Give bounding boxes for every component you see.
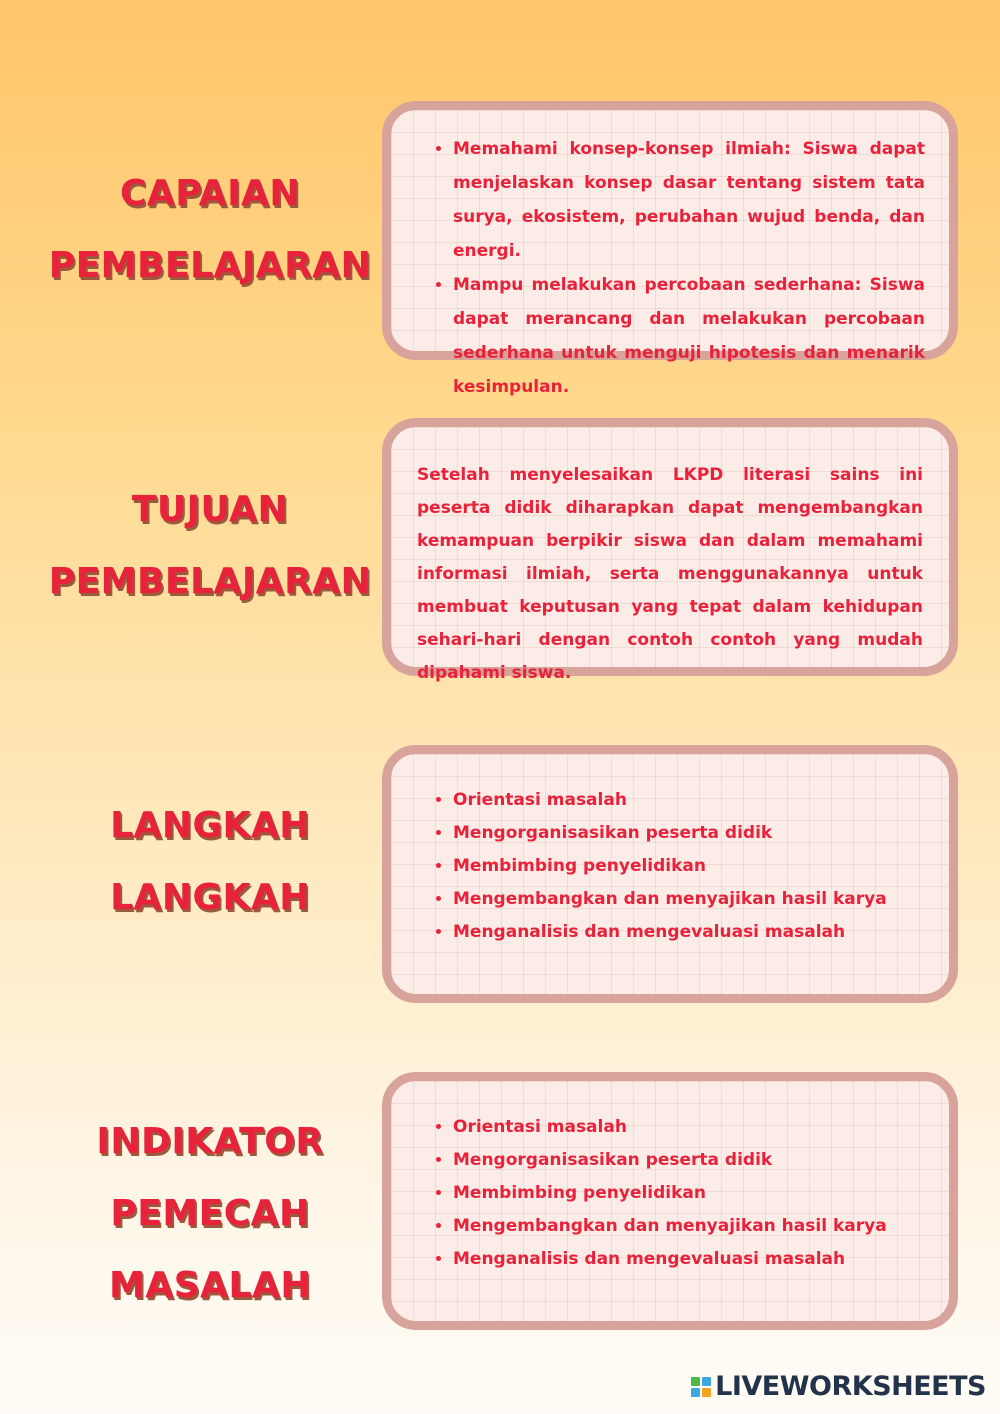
list-item: • Mengembangkan dan menyajikan hasil karya [453, 883, 949, 916]
card-tujuan [382, 418, 958, 683]
list-item: • Mengorganisasikan peserta didik [453, 817, 949, 850]
indikator-list [391, 1111, 949, 1276]
list-item: • Orientasi masalah [453, 784, 949, 817]
langkah-list [391, 784, 949, 949]
list-item: • Mengembangkan dan menyajikan hasil karya [453, 1210, 949, 1243]
title-line: CAPAIAN [119, 173, 301, 214]
title-line: PEMBELAJARAN [48, 561, 372, 602]
section-title-langkah [40, 790, 380, 934]
list-item: • Menganalisis dan mengevaluasi masalah [453, 916, 949, 949]
card-indikator [382, 1072, 958, 1330]
title-line: INDIKATOR [96, 1121, 324, 1162]
title-line: PEMBELAJARAN [48, 245, 372, 286]
title-line: LANGKAH [110, 805, 310, 846]
card-langkah [382, 745, 958, 1003]
list-item: • Membimbing penyelidikan [453, 1177, 949, 1210]
title-line: MASALAH [109, 1265, 311, 1306]
list-item: • Membimbing penyelidikan [453, 850, 949, 883]
section-title-tujuan [40, 474, 380, 618]
liveworksheets-watermark [691, 1371, 986, 1402]
title-line: TUJUAN [131, 489, 289, 530]
tujuan-paragraph: Setelah menyelesaikan LKPD literasi sains ini peserta didik diharapkan dapat mengembangkan kemampuan berpikir siswa dan dalam memahami informasi ilmiah, serta menggunakannya untuk membuat keputusan yang tepat dalam kehidupan sehari-hari dengan contoh contoh yang mudah dipahami siswa. [417, 465, 923, 683]
section-title-indikator [40, 1106, 380, 1322]
watermark-text: LIVEWORKSHEETS [715, 1371, 986, 1402]
title-line: LANGKAH [110, 877, 310, 918]
card-capaian [382, 101, 958, 397]
title-line: PEMECAH [110, 1193, 310, 1234]
list-item: • Memahami konsep-konsep ilmiah: Siswa dapat menjelaskan konsep dasar tentang sistem tata surya, ekosistem, perubahan wujud benda, dan energi. [453, 132, 949, 268]
list-item: • Mampu melakukan percobaan sederhana: Siswa dapat merancang dan melakukan percobaan sederhana untuk menguji hipotesis dan menarik kesimpulan. [453, 268, 949, 404]
liveworksheets-logo-icon [691, 1377, 711, 1397]
list-item: • Menganalisis dan mengevaluasi masalah [453, 1243, 949, 1276]
list-item: • Mengorganisasikan peserta didik [453, 1144, 949, 1177]
list-item: • Orientasi masalah [453, 1111, 949, 1144]
section-title-capaian [40, 158, 380, 302]
capaian-list [391, 132, 949, 404]
